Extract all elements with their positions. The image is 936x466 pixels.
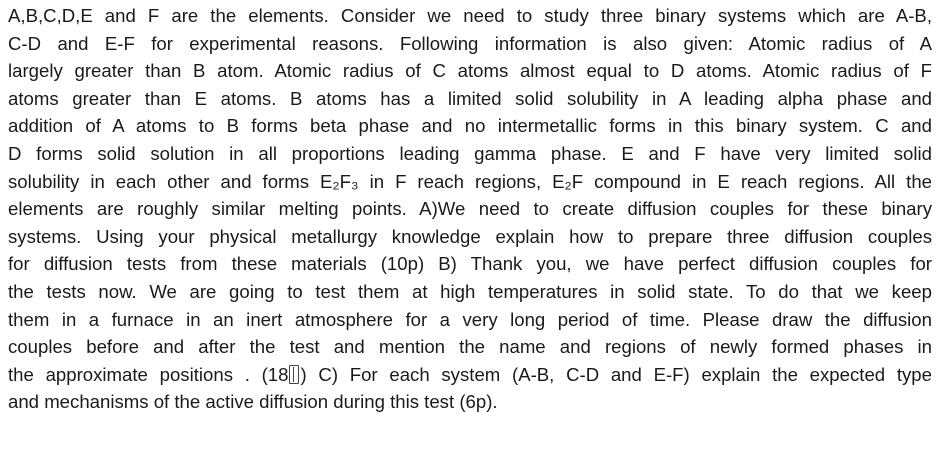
text-line-10: for diffusion tests from these materials (10p) B) Thank you, we have perfect diffusion couples for [8, 253, 932, 275]
text-line-6: D forms solid solution in all proportions leading gamma phase. E and F have very limited solid [8, 142, 932, 164]
text-line-14-end: ) C) For each system (A-B, C-D and E-F) explain the expected type [300, 363, 932, 385]
question-text [8, 2, 932, 416]
text-line-4: atoms greater than E atoms. B atoms has a limited solid solubility in A leading alpha phase and [8, 87, 932, 109]
text-line-2: C-D and E-F for experimental reasons. Following information is also given: Atomic radius of A [8, 32, 932, 54]
text-line-14-start: the approximate positions . (18 [8, 363, 289, 385]
text-line-9: systems. Using your physical metallurgy knowledge explain how to prepare three diffusion couples [8, 225, 932, 247]
text-line-15: and mechanisms of the active diffusion during this test (6p). [8, 391, 498, 413]
text-line-8: elements are roughly similar melting points. A)We need to create diffusion couples for these binary [8, 198, 932, 220]
text-line-7: solubility in each other and forms E₂F₃ in F reach regions, E₂F compound in E reach regions. All the [8, 170, 932, 192]
text-cursor-icon [289, 365, 299, 384]
text-line-5: addition of A atoms to B forms beta phase and no intermetallic forms in this binary system. C and [8, 115, 932, 137]
text-line-1: A,B,C,D,E and F are the elements. Consider we need to study three binary systems which are A-B, [8, 5, 932, 26]
text-line-3: largely greater than B atom. Atomic radius of C atoms almost equal to D atoms. Atomic radius of F [8, 60, 932, 82]
text-line-11: the tests now. We are going to test them at high temperatures in solid state. To do that we keep [8, 280, 932, 302]
text-line-14 [8, 361, 932, 389]
text-line-12: them in a furnace in an inert atmosphere for a very long period of time. Please draw the diffusion [8, 308, 932, 330]
text-line-13: couples before and after the test and mention the name and regions of newly formed phases in [8, 336, 932, 358]
